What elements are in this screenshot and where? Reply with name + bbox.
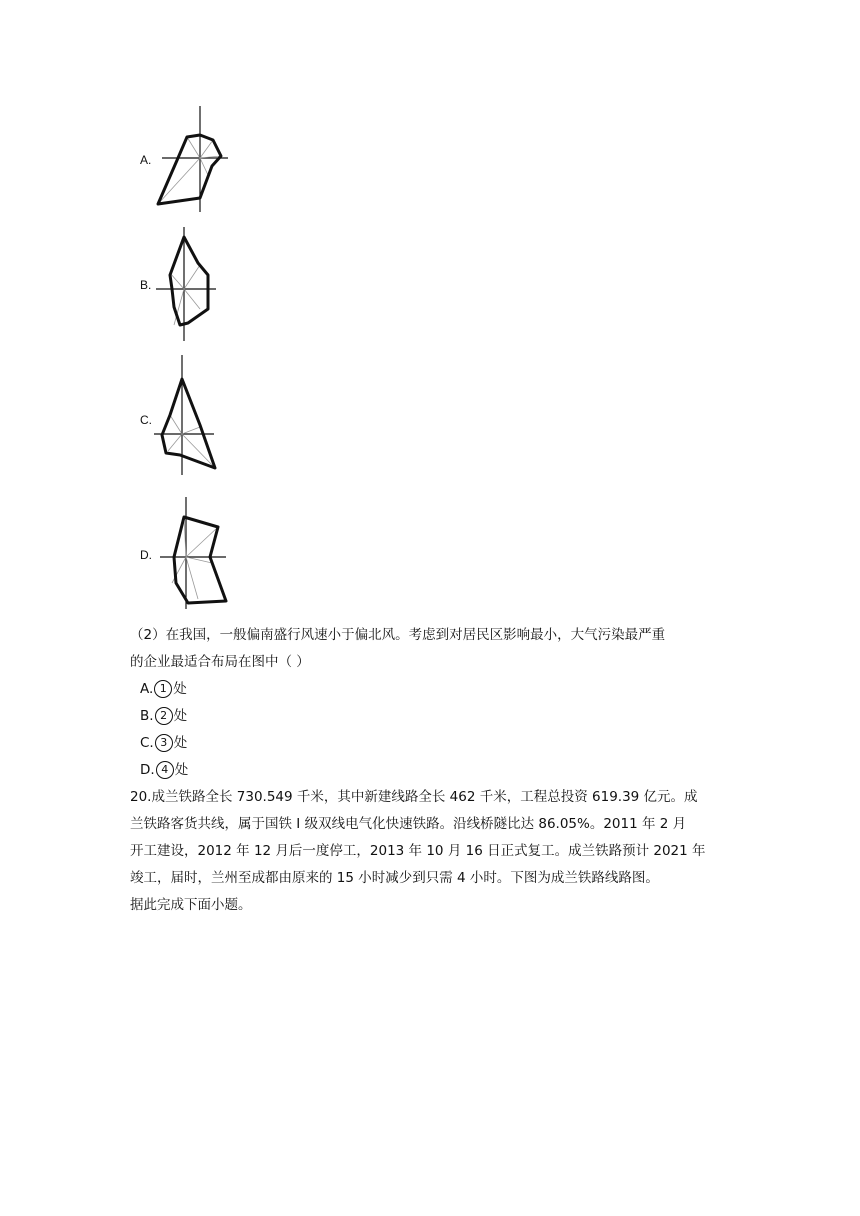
circled-number-4: 4 <box>156 761 174 779</box>
choice-b[interactable] <box>140 703 187 730</box>
option-a-label: A. <box>140 153 152 167</box>
question-20-line-4: 竣工，届时，兰州至成都由原来的 15 小时减少到只需 4 小时。下图为成兰铁路线路图。 <box>130 870 659 886</box>
question-2-line-2: 的企业最适合布局在图中（ ） <box>130 654 310 670</box>
question-20-line-1: 20.成兰铁路全长 730.549 千米，其中新建线路全长 462 千米，工程总投资 619.39 亿元。成 <box>130 789 698 805</box>
question-20-passage <box>130 784 730 919</box>
choice-d[interactable] <box>140 757 188 784</box>
option-c-label: C. <box>140 413 152 427</box>
choice-d-letter: D. <box>140 762 155 778</box>
question-2-line-1: （2）在我国，一般偏南盛行风速小于偏北风。考虑到对居民区影响最小，大气污染最严重 <box>130 627 666 643</box>
circled-number-2: 2 <box>155 707 173 725</box>
choice-a-letter: A. <box>140 681 154 697</box>
choice-c-suffix: 处 <box>173 735 188 751</box>
option-b-figure <box>140 225 260 345</box>
question-2-stem <box>130 622 730 676</box>
choice-c[interactable] <box>140 730 187 757</box>
option-d-label: D. <box>140 548 152 562</box>
option-d-figure <box>140 495 260 615</box>
wind-rose-c-diagram <box>140 355 260 475</box>
option-a-figure <box>140 100 260 220</box>
wind-rose-a-diagram <box>140 100 260 220</box>
question-20-line-2: 兰铁路客货共线，属于国铁 I 级双线电气化快速铁路。沿线桥隧比达 86.05%。2011 年 2 月 <box>130 816 687 832</box>
option-c-figure <box>140 355 260 475</box>
option-b-label: B. <box>140 278 152 292</box>
choice-a-suffix: 处 <box>173 681 187 697</box>
wind-rose-d-diagram <box>140 495 260 615</box>
choice-d-suffix: 处 <box>174 762 189 778</box>
wind-rose-b-diagram <box>140 225 260 345</box>
circled-number-3: 3 <box>155 734 173 752</box>
choice-b-suffix: 处 <box>173 708 188 724</box>
circled-number-1: 1 <box>154 680 172 698</box>
choice-a[interactable] <box>140 676 187 703</box>
question-20-line-5: 据此完成下面小题。 <box>130 897 252 913</box>
choice-c-letter: C. <box>140 735 154 751</box>
choice-b-letter: B. <box>140 708 154 724</box>
question-20-line-3: 开工建设，2012 年 12 月后一度停工，2013 年 10 月 16 日正式复工。成兰铁路预计 2021 年 <box>130 843 706 859</box>
